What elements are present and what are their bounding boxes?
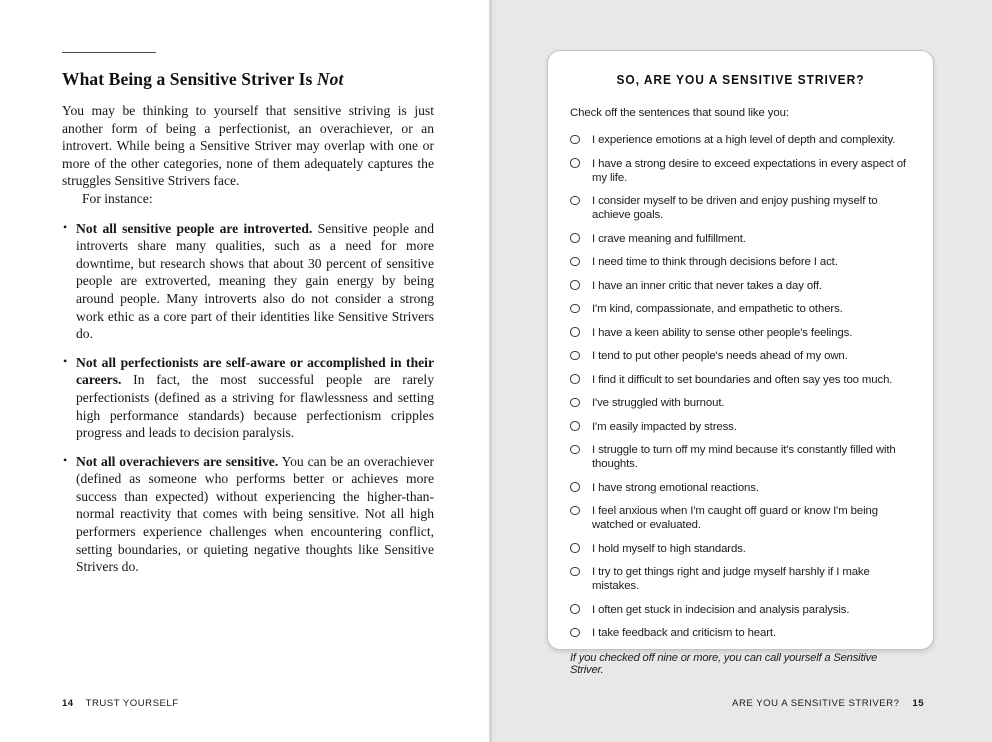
- section-title-emphasis: Not: [316, 69, 344, 89]
- checklist-item[interactable]: [570, 603, 911, 617]
- section-title-text: What Being a Sensitive Striver Is: [62, 69, 317, 89]
- checkbox-circle-icon[interactable]: [570, 158, 580, 168]
- bullet-body: Sensitive people and introverts share many qualities, such as a need for more downtime, but research shows that about 30 percent of sensitive people are extroverted, meaning they gain energy by being around people. Many introverts also do not consider a strong work ethic as a core part of their identities like Sensitive Strivers do.: [76, 220, 435, 342]
- checklist-item[interactable]: [570, 626, 911, 640]
- checkbox-circle-icon[interactable]: [570, 257, 580, 267]
- list-item: [62, 354, 434, 442]
- intro-paragraph: You may be thinking to yourself that sensitive striving is just another form of being a perfectionist, an overachiever, or an introvert. While being a Sensitive Striver may overlap with one or more of the other categories, none of them adequately captures the struggles Sensitive Strivers face.: [62, 103, 434, 189]
- checklist-item-label: I crave meaning and fulfillment.: [592, 232, 746, 245]
- checklist-item[interactable]: [570, 302, 911, 316]
- checkbox-circle-icon[interactable]: [570, 196, 580, 206]
- checkbox-circle-icon[interactable]: [570, 421, 580, 431]
- checkbox-circle-icon[interactable]: [570, 351, 580, 361]
- checklist-item-label: I find it difficult to set boundaries and often say yes too much.: [592, 373, 893, 386]
- running-head: TRUST YOURSELF: [85, 698, 179, 709]
- checklist-item-label: I have an inner critic that never takes a day off.: [592, 279, 822, 292]
- checklist: [570, 133, 911, 640]
- checkbox-circle-icon[interactable]: [570, 280, 580, 290]
- checklist-item-label: I'm kind, compassionate, and empathetic to others.: [592, 303, 843, 315]
- checkbox-circle-icon[interactable]: [570, 567, 580, 577]
- left-page-content: [62, 52, 434, 576]
- quiz-card-footnote: If you checked off nine or more, you can call yourself a Sensitive Striver.: [570, 652, 878, 676]
- checklist-item-label: I have strong emotional reactions.: [592, 481, 759, 494]
- checklist-item-label: I take feedback and criticism to heart.: [592, 627, 776, 639]
- list-item: [62, 220, 434, 343]
- bullet-lead-in: Not all perfectionists are self-aware or accomplished in their careers.: [76, 354, 434, 388]
- checklist-item-label: I consider myself to be driven and enjoy pushing myself to achieve goals.: [592, 195, 878, 221]
- checklist-item[interactable]: [570, 133, 911, 147]
- checkbox-circle-icon[interactable]: [570, 233, 580, 243]
- checklist-item[interactable]: [570, 255, 911, 269]
- checklist-item[interactable]: [570, 373, 911, 387]
- left-page-footer: [62, 698, 179, 709]
- checklist-item-label: I need time to think through decisions before I act.: [592, 256, 838, 268]
- checklist-item-label: I've struggled with burnout.: [592, 397, 725, 409]
- checklist-item[interactable]: [570, 504, 911, 532]
- checkbox-circle-icon[interactable]: [570, 543, 580, 553]
- checklist-item-label: I'm easily impacted by stress.: [592, 420, 737, 433]
- for-instance-line: For instance:: [82, 190, 153, 206]
- page-number: 14: [62, 698, 74, 709]
- checkbox-circle-icon[interactable]: [570, 327, 580, 337]
- checklist-item[interactable]: [570, 194, 911, 222]
- checklist-item-label: I experience emotions at a high level of depth and complexity.: [592, 134, 896, 146]
- page-title: [62, 69, 434, 90]
- page-number: 15: [912, 698, 924, 709]
- checklist-item[interactable]: [570, 157, 911, 185]
- checklist-item[interactable]: [570, 565, 911, 593]
- checklist-item-label: I have a strong desire to exceed expectations in every aspect of my life.: [592, 157, 906, 184]
- checklist-item-label: I hold myself to high standards.: [592, 542, 746, 555]
- running-head: ARE YOU A SENSITIVE STRIVER?: [732, 698, 900, 709]
- checklist-item-label: I often get stuck in indecision and analysis paralysis.: [592, 603, 850, 616]
- checklist-item[interactable]: [570, 396, 911, 410]
- checklist-item-label: I try to get things right and judge myself harshly if I make mistakes.: [592, 566, 870, 592]
- checklist-item[interactable]: [570, 443, 911, 471]
- checkbox-circle-icon[interactable]: [570, 445, 580, 455]
- checkbox-circle-icon[interactable]: [570, 135, 580, 145]
- checklist-item-label: I struggle to turn off my mind because it's constantly filled with thoughts.: [592, 444, 896, 470]
- checklist-item[interactable]: [570, 326, 911, 340]
- checklist-item[interactable]: [570, 542, 911, 556]
- checkbox-circle-icon[interactable]: [570, 304, 580, 314]
- quiz-card-title: SO, ARE YOU A SENSITIVE STRIVER?: [616, 72, 865, 87]
- checkbox-circle-icon[interactable]: [570, 482, 580, 492]
- bullet-lead-in: Not all sensitive people are introverted.: [76, 220, 313, 236]
- checklist-item[interactable]: [570, 420, 911, 434]
- bullet-lead-in: Not all overachievers are sensitive.: [76, 453, 279, 469]
- bullet-list: [62, 220, 434, 576]
- quiz-card-subtitle: Check off the sentences that sound like you:: [570, 107, 789, 119]
- checklist-item-label: I tend to put other people's needs ahead of my own.: [592, 350, 848, 362]
- list-item: [62, 453, 434, 576]
- checkbox-circle-icon[interactable]: [570, 604, 580, 614]
- checklist-item[interactable]: [570, 232, 911, 246]
- left-page: [0, 0, 490, 742]
- checkbox-circle-icon[interactable]: [570, 374, 580, 384]
- checklist-item[interactable]: [570, 481, 911, 495]
- checkbox-circle-icon[interactable]: [570, 398, 580, 408]
- section-rule: [62, 52, 156, 53]
- checklist-item-label: I have a keen ability to sense other people's feelings.: [592, 326, 853, 339]
- quiz-card: [547, 50, 934, 676]
- checklist-item[interactable]: [570, 279, 911, 293]
- checklist-item-label: I feel anxious when I'm caught off guard or know I'm being watched or evaluated.: [592, 505, 878, 531]
- checklist-item[interactable]: [570, 349, 911, 363]
- right-page: [490, 0, 992, 742]
- checkbox-circle-icon[interactable]: [570, 628, 580, 638]
- checkbox-circle-icon[interactable]: [570, 506, 580, 516]
- bullet-body: In fact, the most successful people are rarely perfectionists (defined as a striving for flawlessness and setting high performance standards) because perfectionism cripples progress and leads to decision paralysis.: [76, 372, 434, 441]
- bullet-body: You can be an overachiever (defined as someone who performs better or achieves more success than expected) without experiencing the higher-than-normal reactivity that comes with being sensitive. Not all high performers experience challenges when encountering conflict, setting boundaries, or quieting negative thoughts like Sensitive Strivers do.: [76, 453, 435, 575]
- right-page-footer: [732, 698, 924, 709]
